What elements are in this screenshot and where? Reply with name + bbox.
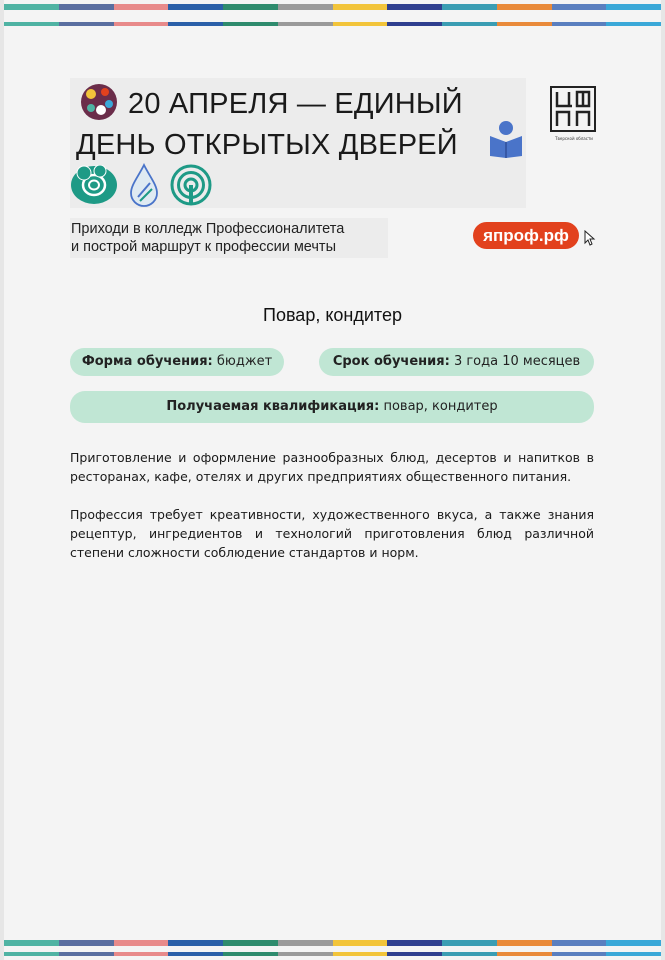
stripe-segment (59, 4, 114, 10)
headline-line-2: ДЕНЬ ОТКРЫТЫХ ДВЕРЕЙ (76, 129, 458, 161)
stripe-segment (387, 22, 442, 26)
stripe-segment (223, 940, 278, 946)
stripe-segment (333, 952, 388, 956)
stripe-segment (278, 940, 333, 946)
study-form-pill (70, 348, 284, 376)
stripe-segment (168, 952, 223, 956)
profession-title: Повар, кондитер (263, 305, 402, 325)
stripe-segment (333, 4, 388, 10)
subline-line-1: Приходи в колледж Профессионалитета (71, 221, 345, 237)
bottom-color-stripe-thin (4, 952, 661, 956)
stripe-segment (4, 940, 59, 946)
stripe-segment (442, 940, 497, 946)
stripe-segment (4, 952, 59, 956)
stripe-segment (114, 952, 169, 956)
stripe-segment (333, 940, 388, 946)
mouse-cursor-icon (584, 230, 596, 246)
stripe-segment (497, 22, 552, 26)
stripe-segment (387, 952, 442, 956)
top-color-stripe-thin (4, 22, 661, 26)
headline-line-1: 20 АПРЕЛЯ — ЕДИНЫЙ (128, 88, 463, 120)
stripe-segment (114, 22, 169, 26)
stripe-segment (333, 22, 388, 26)
tree-icon (70, 165, 118, 205)
study-form-label: Форма обучения: (81, 354, 213, 369)
banner-subline (71, 220, 401, 256)
description-paragraph-2: Профессия требует креативности, художественного вкуса, а также знания рецептур, ингредиентов и технологий приготовления блюд различной степени сложности соблюдение стандартов и норм. (70, 507, 594, 560)
study-form-value: бюджет (216, 354, 273, 369)
top-color-stripe (4, 4, 661, 10)
study-term-label: Срок обучения: (332, 354, 450, 369)
stripe-segment (552, 952, 607, 956)
stripe-segment (4, 22, 59, 26)
stripe-segment (278, 952, 333, 956)
stripe-segment (442, 22, 497, 26)
study-term-value: 3 года 10 месяцев (453, 354, 581, 369)
stripe-segment (497, 940, 552, 946)
stripe-segment (552, 22, 607, 26)
stripe-segment (168, 22, 223, 26)
stripe-segment (223, 22, 278, 26)
stripe-segment (497, 4, 552, 10)
stripe-segment (278, 22, 333, 26)
stripe-segment (552, 4, 607, 10)
stripe-segment (114, 4, 169, 10)
stripe-segment (59, 940, 114, 946)
stripe-segment (59, 952, 114, 956)
subline-line-2: и построй маршрут к профессии мечты (71, 239, 336, 255)
qualification-label: Получаемая квалификация: (166, 399, 380, 414)
bottom-color-stripe (4, 940, 661, 946)
stripe-segment (59, 22, 114, 26)
stripe-segment (606, 940, 661, 946)
stripe-segment (606, 4, 661, 10)
study-term-pill (319, 348, 594, 376)
qualification-pill (70, 391, 594, 423)
stripe-segment (552, 940, 607, 946)
stripe-segment (387, 940, 442, 946)
stripe-segment (223, 952, 278, 956)
site-link-button[interactable]: япроф.рф (473, 222, 579, 249)
stripe-segment (223, 4, 278, 10)
description-paragraph-1: Приготовление и оформление разнообразных блюд, десертов и напитков в ресторанах, кафе, отелях и других предприятиях общественного питания. (70, 450, 594, 484)
stripe-segment (442, 952, 497, 956)
stripe-segment (606, 952, 661, 956)
stripe-segment (114, 940, 169, 946)
stripe-segment (4, 4, 59, 10)
stripe-segment (606, 22, 661, 26)
stripe-segment (497, 952, 552, 956)
event-headline (76, 84, 546, 166)
qualification-value: повар, кондитер (383, 399, 498, 414)
stripe-segment (168, 4, 223, 10)
stripe-segment (442, 4, 497, 10)
antenna-icon (170, 164, 212, 206)
logo-caption: Тверской области (555, 136, 593, 141)
stripe-segment (278, 4, 333, 10)
drop-icon (128, 163, 160, 207)
stripe-segment (387, 4, 442, 10)
book-icon (488, 120, 524, 158)
stripe-segment (168, 940, 223, 946)
